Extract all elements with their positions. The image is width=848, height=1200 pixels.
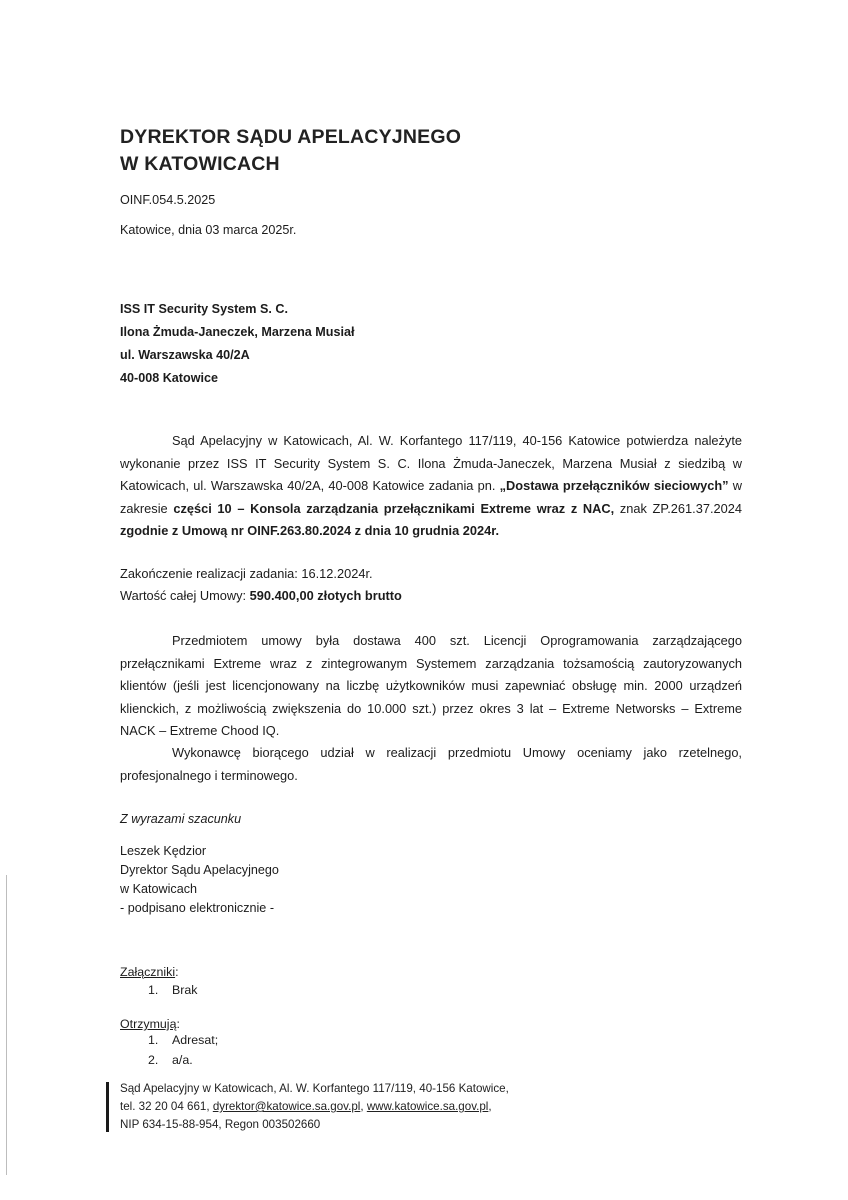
signatory-title-2: w Katowicach — [120, 882, 197, 896]
signatory-name: Leszek Kędzior — [120, 844, 207, 858]
title-line-1: DYREKTOR SĄDU APELACYJNEGO — [120, 126, 462, 148]
completion-date — [120, 563, 402, 585]
recipient-address — [120, 298, 354, 390]
recipients-label-text: Otrzymują — [120, 1017, 177, 1031]
attachment-item — [148, 980, 197, 1000]
list-item — [148, 1050, 218, 1070]
list-num: 1. — [148, 1033, 159, 1047]
attachments-label-text: Załączniki — [120, 965, 176, 979]
email-link[interactable]: dyrektor@katowice.sa.gov.pl — [212, 1100, 361, 1113]
assessment-paragraph: Wykonawcę biorącego udział w realizacji przedmiotu Umowy oceniamy jako rzetelnego, profesjonalnego i terminowego. — [120, 745, 742, 783]
attachments-colon: : — [175, 965, 179, 979]
signature-note: - podpisano elektronicznie - — [120, 901, 275, 915]
recipients-colon: : — [176, 1017, 180, 1031]
footer-contact — [120, 1098, 509, 1116]
recipient-city: 40-008 Katowice — [120, 371, 219, 385]
footer-tail: , — [488, 1100, 492, 1113]
recipient-street: ul. Warszawska 40/2A — [120, 348, 250, 362]
signatory-title-1: Dyrektor Sądu Apelacyjnego — [120, 863, 279, 877]
case-sign: znak ZP.261.37.2024 — [614, 500, 742, 516]
footer-address: Sąd Apelacyjny w Katowicach, Al. W. Korfantego 117/119, 40-156 Katowice, — [120, 1082, 509, 1095]
contract-summary — [120, 563, 402, 607]
contract-ref: zgodnie z Umową nr OINF.263.80.2024 z dnia 10 grudnia 2024r. — [120, 523, 500, 538]
list-text: Brak — [172, 983, 198, 997]
p1-scope: w zakresie — [120, 478, 742, 516]
footer-phone: tel. 32 20 04 661, — [120, 1100, 213, 1113]
list-num: 2. — [148, 1053, 159, 1067]
document-title — [120, 124, 461, 178]
closing-phrase: Z wyrazami szacunku — [120, 812, 242, 826]
completion-label: Zakończenie realizacji zadania: — [120, 566, 302, 581]
reference-number: OINF.054.5.2025 — [120, 193, 216, 207]
list-item — [148, 1030, 218, 1050]
website-link[interactable]: www.katowice.sa.gov.pl — [366, 1100, 489, 1113]
p1-text: Sąd Apelacyjny w Katowicach, Al. W. Korfantego 117/119, 40-156 Katowice potwierdza należyte wykonanie przez ISS IT Security System S. C. Ilona Żmuda-Janeczek, Marzena Musiał z siedzibą w Katowicach, ul. Warszawska 40/2A, 40-008 Katowice zadania pn. — [120, 433, 742, 493]
subject-paragraph: Przedmiotem umowy była dostawa 400 szt. Licencji Oprogramowania zarządzającego przełącznikami Extreme wraz z zintegrowanym Systemem zarządzania tożsamością zautoryzowanych klientów (jeśli jest licencjonowany na liczbę użytkowników musi zapewniać obsługę min. 2000 urządzeń klienckich, z możliwością zwiększenia do 10.000 szt.) przez okres 3 lat – Extreme Networsks – Extreme NACK – Extreme Chood IQ. — [120, 633, 742, 738]
recipient-names: Ilona Żmuda-Janeczek, Marzena Musiał — [120, 325, 355, 339]
value-label: Wartość całej Umowy: — [120, 588, 250, 603]
footer-sep: , — [360, 1100, 367, 1113]
footer-divider — [106, 1082, 109, 1132]
value-amount: 590.400,00 złotych brutto — [249, 588, 402, 603]
list-text: a/a. — [172, 1053, 193, 1067]
title-line-2: W KATOWICACH — [120, 153, 280, 175]
recipient-company: ISS IT Security System S. C. — [120, 302, 288, 316]
place-date: Katowice, dnia 03 marca 2025r. — [120, 223, 297, 237]
signature-block — [120, 842, 279, 918]
contract-value — [120, 585, 402, 607]
attachments-label — [120, 965, 179, 979]
footer — [120, 1080, 509, 1134]
footer-ids: NIP 634-15-88-954, Regon 003502660 — [120, 1118, 321, 1131]
confirmation-paragraph — [120, 430, 742, 543]
recipients-label — [120, 1017, 180, 1031]
list-num: 1. — [148, 983, 159, 997]
part-name: części 10 – Konsola zarządzania przełącznikami Extreme wraz z NAC, — [173, 500, 615, 516]
scan-edge-line — [6, 875, 7, 1175]
list-text: Adresat; — [172, 1033, 219, 1047]
task-name: „Dostawa przełączników sieciowych” — [499, 478, 729, 493]
completion-value: 16.12.2024r. — [301, 566, 373, 581]
recipients-items — [148, 1030, 218, 1070]
